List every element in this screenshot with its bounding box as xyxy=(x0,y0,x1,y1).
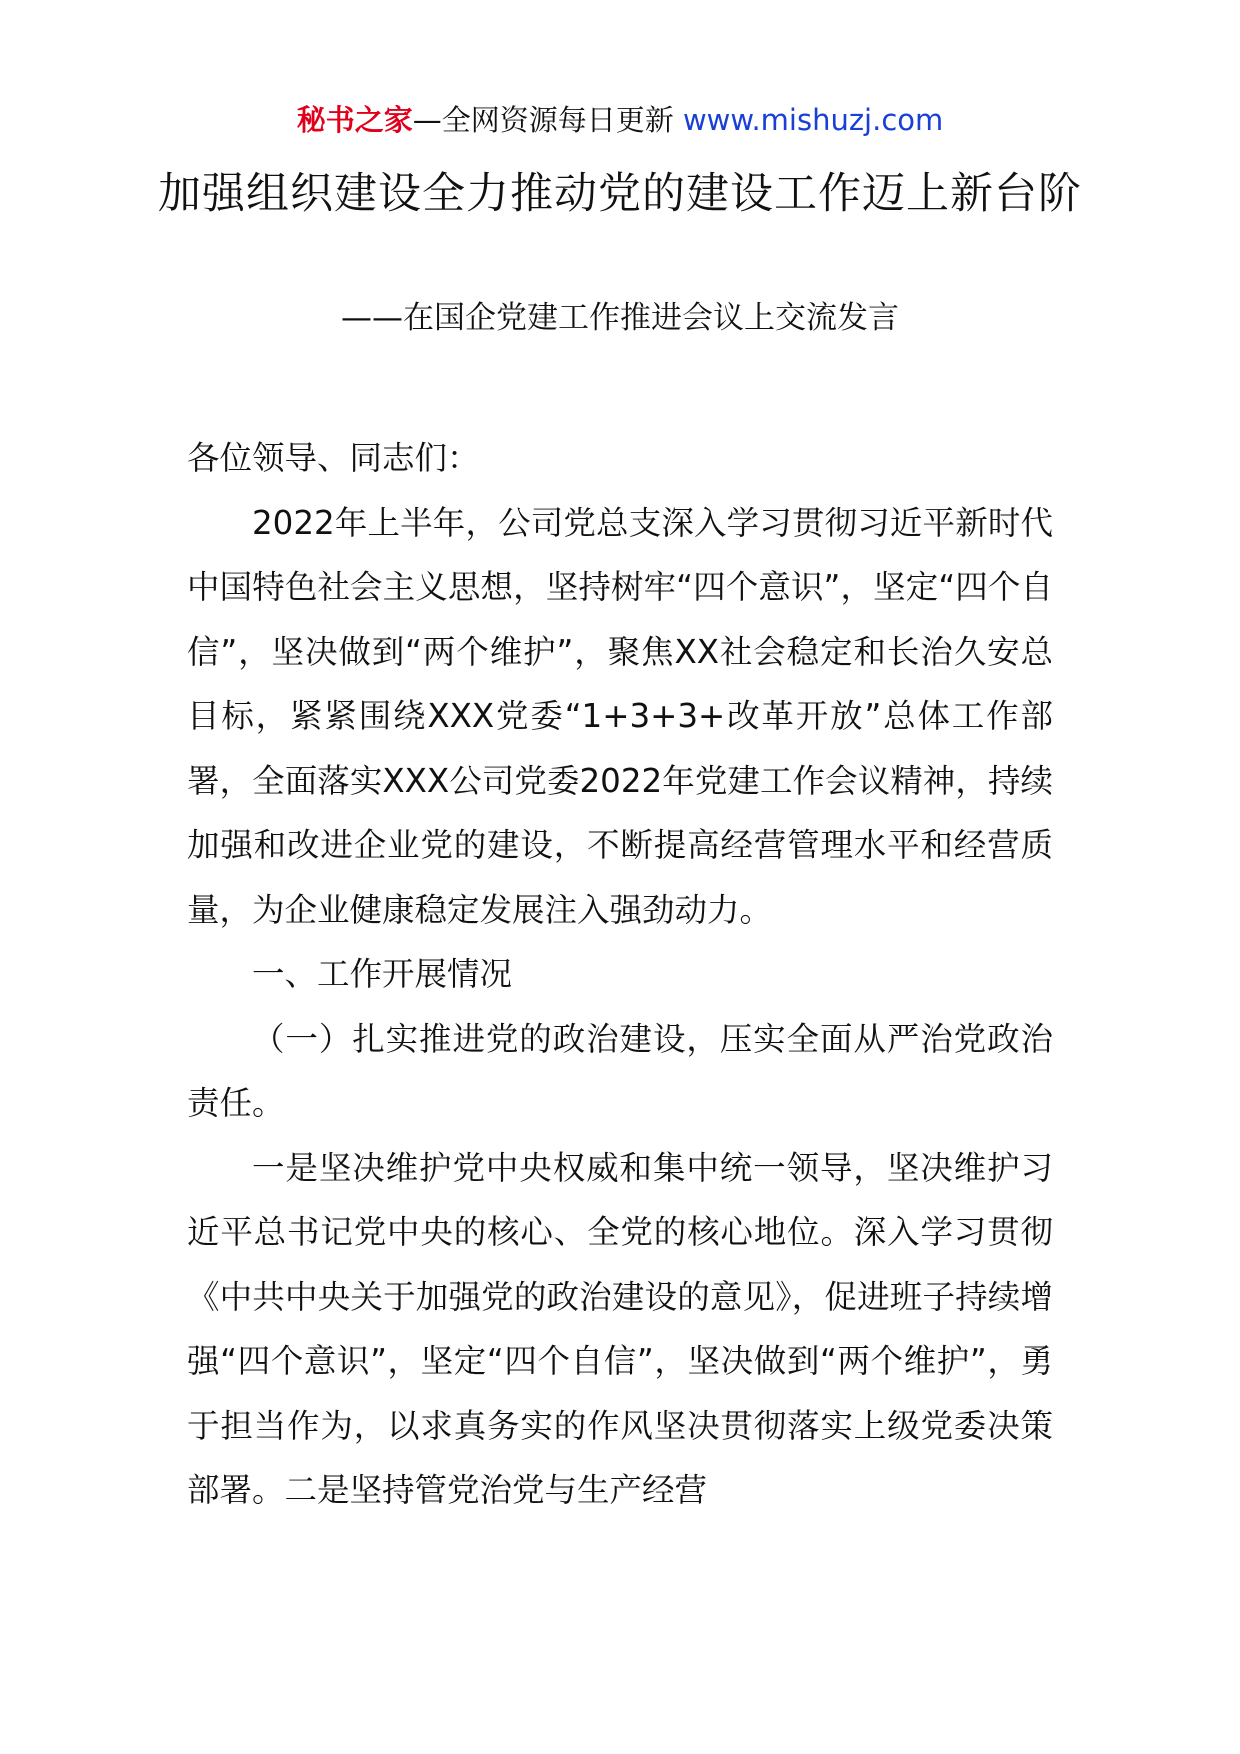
brand-name: 秘书之家 xyxy=(296,103,413,137)
salutation: 各位领导、同志们： xyxy=(187,439,480,477)
document-title: 加强组织建设全力推动党的建设工作迈上新台阶 xyxy=(158,169,1082,219)
site-url-link[interactable]: www.mishuzj.com xyxy=(682,103,944,137)
paragraph: 一是坚决维护党中央权威和集中统一领导，坚决维护习近平总书记党中央的核心、全党的核心地位。深入学习贯彻《中共中央关于加强党的政治建设的意见》，促进班子持续增强“四个意识”，坚定“四个自信”，坚决做到“两个维护”，勇于担当作为，以求真务实的作风坚决贯彻落实上级党委决策部署。二是坚持管党治党与生产经营 xyxy=(187,1148,1053,1509)
section-heading: 一、工作开展情况 xyxy=(252,955,513,993)
banner-slogan: —全网资源每日更新 xyxy=(412,103,674,137)
document-subtitle: ——在国企党建工作推进会议上交流发言 xyxy=(341,300,899,336)
subsection-heading: （一）扎实推进党的政治建设，压实全面从严治党政治责任。 xyxy=(187,1019,1053,1122)
document-body xyxy=(187,426,1053,1523)
site-banner xyxy=(0,100,1240,140)
paragraph: 2022年上半年，公司党总支深入学习贯彻习近平新时代中国特色社会主义思想，坚持树牢“四个意识”，坚定“四个自信”，坚决做到“两个维护”，聚焦XX社会稳定和长治久安总目标，紧紧围绕XXX党委“1+3+3+改革开放”总体工作部署，全面落实XXX公司党委2022年党建工作会议精神，持续加强和改进企业党的建设，不断提高经营管理水平和经营质量，为企业健康稳定发展注入强劲动力。 xyxy=(187,503,1053,929)
